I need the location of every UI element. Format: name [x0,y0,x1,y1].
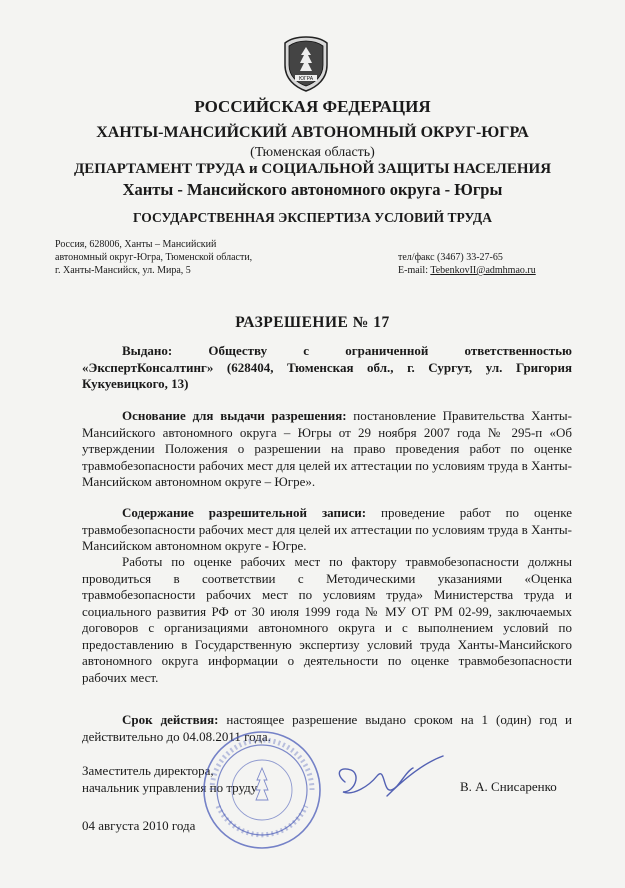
issued-to: Обществу с ограниченной ответственностью «ЭкспертКонсалтинг» (628404, Тюменская обл., г. Сургут, ул. Григория Кукуевицкого, 13) [82,343,572,391]
validity-text: настоящее разрешение выдано сроком на 1 (один) год и действительно до 04.08.2011 года. [82,712,572,744]
signatory-name: В. А. Снисаренко [460,779,557,794]
issued-paragraph [82,343,572,393]
contact-block [398,251,536,277]
official-stamp [200,728,325,853]
address-line: г. Ханты-Мансийск, ул. Мира, 5 [55,265,191,276]
basis-paragraph [82,408,572,491]
document-title: РАЗРЕШЕНИЕ № 17 [235,314,390,331]
handwritten-signature [325,752,450,810]
position-line: начальник управления по труду [82,779,258,795]
address-block [55,238,252,277]
email-link[interactable]: TebenkovII@admhmao.ru [430,265,536,276]
document-date: 04 августа 2010 года [82,818,196,833]
position-line: Заместитель директора, [82,763,214,778]
content-label: Содержание разрешительной записи: [122,505,367,520]
address-line: автономный округ-Югра, Тюменской области, [55,252,253,263]
header-department-of: Ханты - Мансийского автономного округа - Югры [122,180,503,199]
email-line [398,264,536,277]
header-region: ХАНТЫ-МАНСИЙСКИЙ АВТОНОМНЫЙ ОКРУГ-ЮГРА [96,124,529,141]
coat-of-arms-emblem [281,35,331,93]
content-text: проведение работ по оценке травмобезопасности рабочих мест для целей их аттестации по условиям труда в Ханты-Мансийском автономном округе - Югре. [82,505,572,553]
basis-label: Основание для выдачи разрешения: [122,408,347,423]
header-department: ДЕПАРТАМЕНТ ТРУДА и СОЦИАЛЬНОЙ ЗАЩИТЫ НАСЕЛЕНИЯ [73,161,552,177]
work-paragraph: Работы по оценке рабочих мест по фактору травмобезопасности должны проводиться в соответствии с Методическими указаниями «Оценка травмобезопасности рабочих мест по условиям труда» Министерства труда и социального развития РФ от 30 июля 1999 года № МУ ОТ РМ 02-99, заключаемых договоров с организациями автономного округа и с выполнением условий по предоставлению в Государственную экспертизу условий труда Ханты-Мансийского автономного округа информации о деятельности по оценке травмобезопасности рабочих мест. [82,554,572,685]
issued-label: Выдано: [122,343,173,358]
phone-fax: тел/факс (3467) 33-27-65 [398,252,503,263]
header-service: ГОСУДАРСТВЕННАЯ ЭКСПЕРТИЗА УСЛОВИЙ ТРУДА [133,210,492,225]
validity-paragraph [82,712,572,745]
header-region-note: (Тюменская область) [250,145,375,160]
content-paragraph [82,505,572,555]
crest-text: ЮГРА [298,76,314,82]
validity-label: Срок действия: [122,712,219,727]
email-label: E-mail: [398,265,431,276]
address-line: Россия, 628006, Ханты – Мансийский [55,239,217,250]
header-country: РОССИЙСКАЯ ФЕДЕРАЦИЯ [194,97,431,116]
basis-text: постановление Правительства Ханты-Мансийского автономного округа – Югры от 29 ноября 2007 года № 295-п «Об утверждении Положения о разрешении на право проведения работ по оценке травмобезопасности рабочих мест для целей их аттестации по условиям труда в Ханты-Мансийском автономном округе – Югре». [82,408,572,489]
